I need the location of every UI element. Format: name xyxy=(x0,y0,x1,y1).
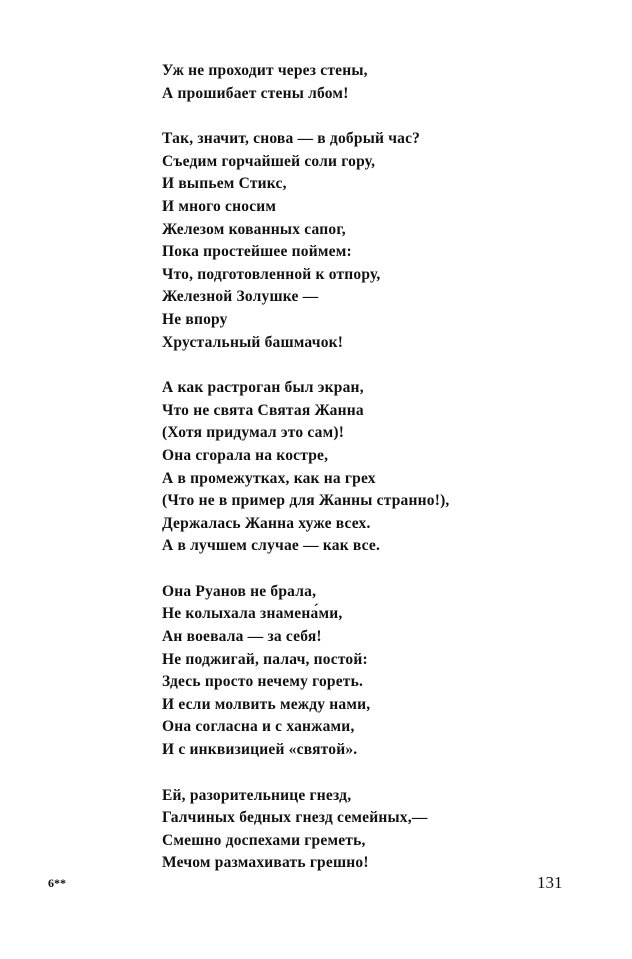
poem-line: Держалась Жанна хуже всех. xyxy=(162,514,371,532)
poem-line: Так, значит, снова — в добрый час? xyxy=(162,130,421,148)
poem-line: Съедим горчайшей соли гору, xyxy=(162,152,376,170)
poem-line: Она согласна и с ханжами, xyxy=(162,718,355,736)
poem-line: И выпьем Стикс, xyxy=(162,175,287,193)
poem-line: Не впору xyxy=(162,310,228,328)
poem-line: Не колыхала знамена́ми, xyxy=(162,605,343,623)
poem-line: Ан воевала — за себя! xyxy=(162,628,322,646)
poem-line: Железом кованных сапог, xyxy=(162,220,346,238)
poem-line: Мечом размахивать грешно! xyxy=(162,854,369,872)
poem-text xyxy=(162,60,562,898)
poem-line: И много сносим xyxy=(162,197,277,215)
stanza-5 xyxy=(162,785,562,875)
poem-line: Она Руанов не брала, xyxy=(162,582,317,600)
poem-line: Что, подготовленной к отпору, xyxy=(162,265,381,283)
poem-line: Галчиных бедных гнезд семейных,— xyxy=(162,809,428,827)
poem-line: Не поджигай, палач, постой: xyxy=(162,650,368,668)
poem-line: А в лучшем случае — как все. xyxy=(162,537,381,555)
poem-line: А как растроган был экран, xyxy=(162,379,364,397)
stanza-1 xyxy=(162,60,562,105)
poem-line: А прошибает стены лбом! xyxy=(162,84,349,102)
poem-line: Пока простейшее поймем: xyxy=(162,243,352,261)
printer-signature-mark: 6** xyxy=(48,876,66,890)
stanza-3 xyxy=(162,377,562,558)
poem-line: И если молвить между нами, xyxy=(162,695,371,713)
poem-line: Здесь просто нечему гореть. xyxy=(162,673,364,691)
page-number: 131 xyxy=(537,873,563,892)
poem-line: Она сгорала на костре, xyxy=(162,446,329,464)
stanza-2 xyxy=(162,128,562,354)
poem-line: Ей, разорительнице гнезд, xyxy=(162,786,352,804)
poem-line: (Хотя придумал это сам)! xyxy=(162,424,345,442)
poem-line: Смешно доспехами греметь, xyxy=(162,831,366,849)
poem-line: Что не свята Святая Жанна xyxy=(162,401,364,419)
poem-line: (Что не в пример для Жанны странно!), xyxy=(162,492,450,510)
poem-line: Хрустальный башмачок! xyxy=(162,333,344,351)
poem-line: Уж не проходит через стены, xyxy=(162,62,368,79)
poem-line: А в промежутках, как на грех xyxy=(162,469,376,487)
poem-line: И с инквизицией «святой». xyxy=(162,741,358,759)
poem-line: Железной Золушке — xyxy=(162,288,319,306)
stanza-4 xyxy=(162,581,562,762)
